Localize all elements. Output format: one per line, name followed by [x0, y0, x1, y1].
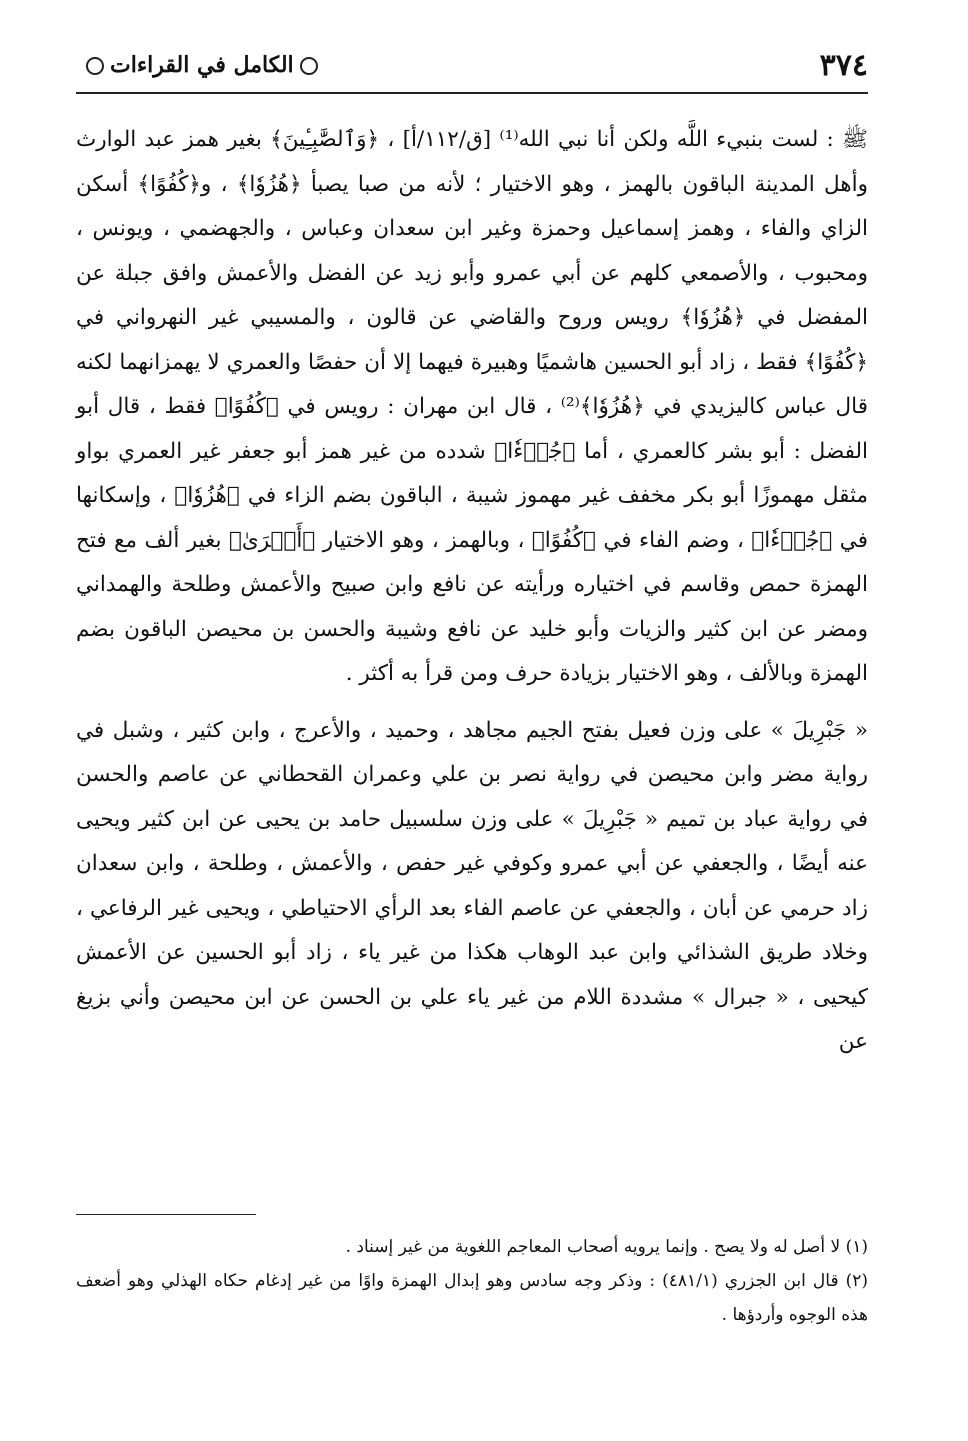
- footnote-divider: [76, 1214, 256, 1215]
- running-title-text: الكامل في القراءات: [110, 52, 294, 78]
- page-header: [76, 40, 868, 94]
- footnotes: [76, 1230, 868, 1332]
- paragraph: « جَبْرِيلَ » على وزن فعيل بفتح الجيم مجاهد ، وحميد ، والأعرج ، وابن كثير ، وشبل في رواية مضر وابن محيصن في رواية نصر بن علي وعمران القحطاني عن عاصم والحسن في رواية عباد بن تميم « جَبْرِيلَ » على وزن سلسبيل حامد بن يحيى عن ابن كثير ويحيى عنه أيضًا ، والجعفي عن أبي عمرو وكوفي غير حفص ، والأعمش ، وطلحة ، وابن سعدان زاد حرمي عن أبان ، والجعفي عن عاصم الفاء بعد الرأي الاحتياطي ، ويحيى غير الرفاعي ، وخلاد طريق الشذائي وابن عبد الوهاب هكذا من غير ياء ، زاد أبو الحسين عن الأعمش كيحيى ، « جبرال » مشددة اللام من غير ياء علي بن الحسن عن ابن محيصن وأني بزيغ عن: [76, 717, 868, 1054]
- book-page: [76, 40, 868, 1410]
- running-title: [80, 52, 324, 78]
- footnote: (٢) قال ابن الجزري (٤٨١/١) : وذكر وجه سادس وهو إبدال الهمزة واوًا من غير إدغام حكاه الهذلي وهو أضعف هذه الوجوه وأردؤها .: [76, 1271, 868, 1325]
- circle-ornament-icon: [300, 57, 318, 75]
- main-text: [76, 118, 868, 1065]
- circle-ornament-icon: [86, 57, 104, 75]
- footnote: (١) لا أصل له ولا يصح . وإنما يرويه أصحاب المعاجم اللغوية من غير إسناد .: [345, 1237, 868, 1257]
- paragraph: ﷺ : لست بنبيء اللَّه ولكن أنا نبي الله⁽¹⁾ [ق/١١٢/أ] ، ﴿وَٱلصَّٰبِـِٔينَ﴾ بغير همز عبد الوارث وأهل المدينة الباقون بالهمز ، وهو الاختيار ؛ لأنه من صبا يصبأ ﴿هُزُوٗا﴾ ، و﴿كُفُوًا﴾ أسكن الزاي والفاء ، وهمز إسماعيل وحمزة وغير ابن سعدان وعباس ، والجهضمي ، ويونس ، ومحبوب ، والأصمعي كلهم عن أبي عمرو وأبو زيد عن الفضل والأعمش وافق جبلة عن المفضل في ﴿هُزُوٗا﴾ رويس وروح والقاضي عن قالون ، والمسيبي غير النهرواني في ﴿كُفُوًا﴾ فقط ، زاد أبو الحسين هاشميًا وهبيرة فيهما إلا أن حفصًا والعمري لا يهمزانهما لكنه قال عباس كاليزيدي في ﴿هُزُوٗا﴾⁽²⁾ ، قال ابن مهران : رويس في ﴿كُفُوًا﴾ فقط ، قال أبو الفضل : أبو بشر كالعمري ، أما ﴿جُزۡءٗا﴾ شدده من غير همز أبو جعفر غير العمري بواو مثقل مهموزًا أبو بكر مخفف غير مهموز شيبة ، الباقون بضم الزاء في ﴿هُزُوٗا﴾ ، وإسكانها في ﴿جُزۡءٗا﴾ ، وضم الفاء في ﴿كُفُوًا﴾ ، وبالهمز ، وهو الاختيار ﴿أَسۡرَىٰ﴾ بغير ألف مع فتح الهمزة حمص وقاسم في اختياره ورأيته عن نافع وابن صبيح والأعمش وطلحة والهمداني ومضر عن ابن كثير والزيات وأبو خليد عن نافع وشيبة والحسن بن محيصن الباقون بضم الهمزة وبالألف ، وهو الاختيار بزيادة حرف ومن قرأ به أكثر .: [76, 127, 869, 686]
- page-number: ٣٧٤: [819, 48, 868, 83]
